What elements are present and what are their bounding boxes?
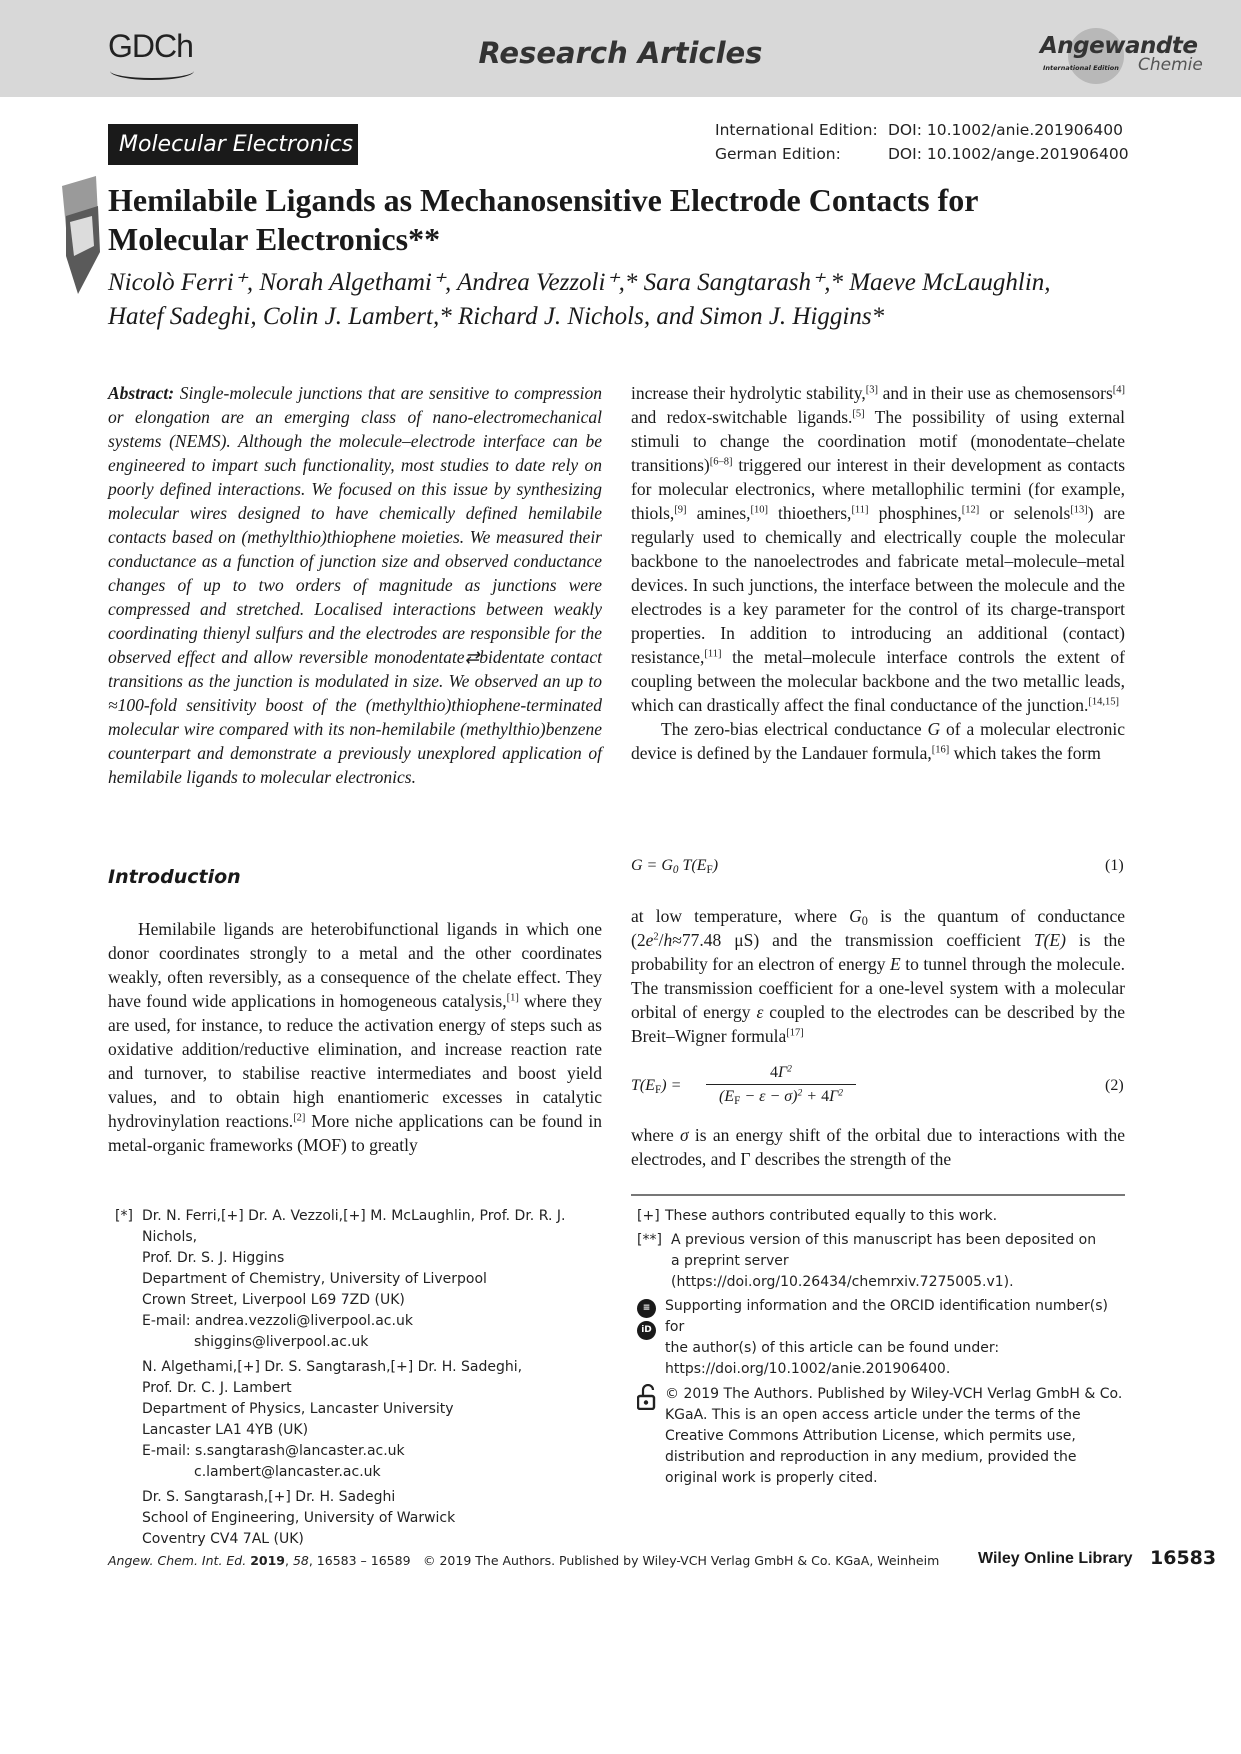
introduction-heading: Introduction bbox=[108, 866, 241, 888]
section-title: Research Articles bbox=[478, 36, 763, 70]
wiley-online-library-link[interactable]: Wiley Online Library bbox=[978, 1550, 1133, 1567]
body-text: is the quantum of conductance (2 bbox=[631, 906, 1125, 950]
citation-ref[interactable]: [1] bbox=[506, 992, 519, 1004]
citation-ref[interactable]: [11] bbox=[704, 648, 722, 660]
citation-ref[interactable]: [17] bbox=[786, 1027, 804, 1039]
body-text: where bbox=[631, 1125, 681, 1145]
note-text: A previous version of this manuscript has been deposited on bbox=[671, 1232, 1097, 1248]
body-text: coupled to the electrodes can be described by the Breit–Wigner formula bbox=[631, 1002, 1125, 1046]
equation-2-lhs: $T(E_F)$ = bbox=[631, 1077, 682, 1096]
body-text: phosphines, bbox=[868, 503, 962, 523]
math-symbol: G bbox=[849, 906, 862, 926]
title-line-2: Molecular Electronics** bbox=[108, 221, 441, 257]
equation-1-number: (1) bbox=[1105, 857, 1124, 874]
citation-ref[interactable]: [6–8] bbox=[709, 456, 733, 468]
orcid-icon: iD bbox=[637, 1318, 656, 1340]
affiliation-line: Crown Street, Liverpool L69 7ZD (UK) bbox=[142, 1292, 405, 1308]
author-list bbox=[108, 266, 1148, 334]
equation-1: $G = G_0$ $T(E_F)$ bbox=[631, 857, 719, 876]
affiliation-liverpool bbox=[115, 1206, 615, 1353]
body-text: ≈77.48 μS) and the transmission coefficient bbox=[672, 930, 1034, 950]
doi-german-label: German Edition: bbox=[715, 145, 841, 163]
doi-intl-link[interactable]: DOI: 10.1002/anie.201906400 bbox=[888, 121, 1124, 139]
math-symbol: E bbox=[890, 954, 901, 974]
math-symbol: T(E) bbox=[1033, 930, 1066, 950]
citation-ref[interactable]: [16] bbox=[931, 744, 950, 756]
journal-logo-edition: International Edition bbox=[1043, 64, 1119, 72]
category-label: Molecular Electronics bbox=[108, 124, 358, 165]
body-text: ) are regularly used to chemically and electrically couple the molecular backbone to the nanoelectrodes and fabricate metal–molecule–metal devices. In such junctions, the interface between the molecule and the electrodes is a key parameter for the control of its charge-transport properties. In addition to introducing an additional (contact) resistance, bbox=[631, 503, 1125, 667]
email-link[interactable]: c.lambert@lancaster.ac.uk bbox=[194, 1464, 381, 1480]
body-text: or selenols bbox=[979, 503, 1071, 523]
note-license bbox=[637, 1384, 1127, 1489]
body-text: increase their hydrolytic stability, bbox=[631, 383, 866, 403]
body-text: which takes the form bbox=[949, 743, 1101, 763]
authors-line-2: Hatef Sadeghi, Colin J. Lambert,* Richard J. Nichols, and Simon J. Higgins* bbox=[108, 303, 885, 330]
note-text: Supporting information and the ORCID identification number(s) for bbox=[665, 1298, 1108, 1335]
authors-line-1: Nicolò Ferri⁺, Norah Algethami⁺, Andrea Vezzoli⁺,* Sara Sangtarash⁺,* Maeve McLaughlin, bbox=[108, 269, 1051, 296]
intro-text: Hemilabile ligands are heterobifunctional ligands in which one donor coordinates strongly to a metal and the other coordinates weakly, often reversibly, as a consequence of the chelate effect. They have found wide applications in homogeneous catalysis, bbox=[108, 919, 602, 1011]
body-text: is an energy shift of the orbital due to interactions with the electrodes, and Γ describes the strength of the bbox=[631, 1125, 1125, 1169]
body-text: / bbox=[658, 930, 664, 950]
intro-text: More niche applications can be found in metal-organic frameworks (MOF) to greatly bbox=[108, 1111, 602, 1155]
footer-pages: , 16583 – 16589 bbox=[308, 1553, 411, 1568]
right-column-continued: at low temperature, where $G_0$ is the quantum of conductance ($2e^2/h\approx 77.48$ μS) and the transmission coefficient T(E) is the probability for an electron of energy E to tunnel through the molecule. The transmission coefficient for a one-level system with a molecular orbital of energy ε coupled to the electrodes can be described by the Breit–Wigner formula[17] bbox=[631, 906, 1125, 1046]
email-link[interactable]: E-mail: andrea.vezzoli@liverpool.ac.uk bbox=[142, 1313, 413, 1329]
supporting-info-icon: ≡ bbox=[637, 1296, 656, 1318]
footer-copyright: © 2019 The Authors. Published by Wiley-VCH Verlag GmbH & Co. KGaA, Weinheim bbox=[423, 1553, 940, 1568]
affiliation-line: Dr. S. Sangtarash,[+] Dr. H. Sadeghi bbox=[142, 1489, 396, 1505]
math-symbol: σ bbox=[680, 1125, 689, 1145]
email-link[interactable]: shiggins@liverpool.ac.uk bbox=[194, 1334, 369, 1350]
hot-paper-seal-icon bbox=[58, 176, 102, 294]
math-symbol: ε bbox=[756, 1002, 764, 1022]
body-text: is the probability for an electron of energy bbox=[631, 930, 1125, 974]
footnote-mark: [**] bbox=[637, 1232, 662, 1248]
body-text: thioethers, bbox=[768, 503, 852, 523]
citation-ref[interactable]: [2] bbox=[293, 1112, 306, 1124]
introduction-text bbox=[108, 917, 602, 1157]
affiliation-line: Department of Chemistry, University of Liverpool bbox=[142, 1271, 487, 1287]
body-text: triggered our interest in their development as contacts for molecular electronics, where metallophilic termini (for example, thiols, bbox=[631, 455, 1125, 523]
body-text: The possibility of using external stimuli to change the coordination motif (monodentate–chelate transitions) bbox=[631, 407, 1126, 475]
footer-volume: 58 bbox=[292, 1553, 309, 1568]
title-line-1: Hemilabile Ligands as Mechanosensitive Electrode Contacts for bbox=[108, 182, 979, 218]
footnote-rule bbox=[631, 1194, 1125, 1196]
affiliation-line: Lancaster LA1 4YB (UK) bbox=[142, 1422, 309, 1438]
preprint-link[interactable]: a preprint server (https://doi.org/10.26434/chemrxiv.7275005.v1). bbox=[671, 1253, 1014, 1290]
journal-logo-sub: Chemie bbox=[1138, 55, 1203, 75]
affiliations bbox=[115, 1206, 615, 1554]
note-supporting-info bbox=[637, 1296, 1127, 1380]
affiliation-line: Coventry CV4 7AL (UK) bbox=[142, 1531, 304, 1547]
equation-2-fraction: $4\Gamma^2$ $(E_F - \varepsilon - \sigma)^2 + 4\Gamma^2$ bbox=[706, 1064, 856, 1106]
note-text: the author(s) of this article can be found under: bbox=[665, 1340, 1000, 1356]
math-symbol: e bbox=[645, 930, 654, 950]
body-text: The zero-bias electrical conductance bbox=[661, 719, 928, 739]
citation-ref[interactable]: [14,15] bbox=[1088, 696, 1120, 708]
citation-ref[interactable]: [13] bbox=[1070, 504, 1088, 516]
notes bbox=[637, 1206, 1127, 1492]
citation-ref[interactable]: [5] bbox=[852, 408, 865, 420]
body-text: at low temperature, where bbox=[631, 906, 850, 926]
affiliation-line: Prof. Dr. S. J. Higgins bbox=[142, 1250, 285, 1266]
abstract-label: Abstract: bbox=[108, 383, 175, 403]
note-text: These authors contributed equally to this work. bbox=[665, 1208, 998, 1224]
citation-ref[interactable]: [9] bbox=[674, 504, 687, 516]
doi-intl-label: International Edition: bbox=[715, 121, 878, 139]
citation-ref[interactable]: [3] bbox=[865, 384, 879, 396]
journal-logo: Angewandte bbox=[1040, 33, 1198, 59]
citation-ref[interactable]: [11] bbox=[851, 504, 869, 516]
citation-ref[interactable]: [12] bbox=[961, 504, 980, 516]
affiliation-line: Department of Physics, Lancaster University bbox=[142, 1401, 454, 1417]
abstract-text: Single-molecule junctions that are sensitive to compression or elongation are an emerging class of nano-electromechanical systems (NEMS). Although the molecule–electrode interface can be engineered to impart such functionality, most studies to date rely on poorly defined interactions. We focused on this issue by synthesizing molecular wires designed to have chemically defined hemilabile contacts based on (methylthio)thiophene moieties. We measured their conductance as a function of junction size and observed conductance changes of up to two orders of magnitude as junctions were compressed and stretched. Localised interactions between weakly coordinating thienyl sulfurs and the electrodes are responsible for the observed effect and allow reversible monodentate⇄bidentate contact transitions as the junction is modulated in size. We observed an up to ≈100-fold sensitivity boost of the (methylthio)thiophene-terminated molecular wire compared with its non-hemilabile (methylthio)benzene counterpart and demonstrate a previously unexplored application of hemilabile ligands to molecular electronics. bbox=[108, 383, 602, 787]
affiliation-line: N. Algethami,[+] Dr. S. Sangtarash,[+] Dr. H. Sadeghi, bbox=[142, 1359, 523, 1375]
body-text: and redox-switchable ligands. bbox=[631, 407, 853, 427]
affiliation-line: School of Engineering, University of Warwick bbox=[142, 1510, 456, 1526]
footer-year: 2019 bbox=[250, 1553, 285, 1568]
math-symbol: G bbox=[927, 719, 941, 739]
equation-2-number: (2) bbox=[1105, 1077, 1124, 1094]
math-symbol: h bbox=[663, 930, 673, 950]
footnote-mark: [+] bbox=[637, 1208, 660, 1224]
body-text: and in their use as chemosensors bbox=[878, 383, 1113, 403]
affiliation-line: Dr. N. Ferri,[+] Dr. A. Vezzoli,[+] M. McLaughlin, Prof. Dr. R. J. Nichols, bbox=[142, 1208, 566, 1245]
supporting-info-link[interactable]: https://doi.org/10.1002/anie.201906400. bbox=[665, 1361, 951, 1377]
right-column bbox=[631, 381, 1125, 765]
footnote-mark: [*] bbox=[115, 1208, 133, 1224]
intro-text: where they are used, for instance, to reduce the activation energy of steps such as oxidative addition/reductive elimination, and increase reaction rate and turnover, to stabilise reactive intermediates and boost yield values, and to obtain high enantiomeric excesses in catalytic hydrovinylation reactions. bbox=[108, 991, 602, 1131]
body-text: amines, bbox=[686, 503, 751, 523]
abstract bbox=[108, 381, 602, 789]
open-access-icon bbox=[637, 1384, 657, 1417]
citation-ref[interactable]: [4] bbox=[1112, 384, 1126, 396]
footer-citation: Angew. Chem. Int. Ed. 2019, 58, 16583 – 16589 bbox=[108, 1553, 411, 1568]
body-text: to tunnel through the molecule. The transmission coefficient for a one-level system with a molecular orbital of energy bbox=[631, 954, 1125, 1022]
note-preprint bbox=[637, 1230, 1127, 1293]
body-text: the metal–molecule interface controls the extent of coupling between the molecular backbone and the two metallic leads, which can drastically affect the final conductance of the junction. bbox=[631, 647, 1125, 715]
affiliation-line: Prof. Dr. C. J. Lambert bbox=[142, 1380, 292, 1396]
doi-german-link[interactable]: DOI: 10.1002/ange.201906400 bbox=[888, 145, 1129, 163]
email-link[interactable]: E-mail: s.sangtarash@lancaster.ac.uk bbox=[142, 1443, 405, 1459]
body-text: of a molecular electronic device is defined by the Landauer formula, bbox=[631, 719, 1125, 763]
right-column-end bbox=[631, 1123, 1125, 1171]
license-text: © 2019 The Authors. Published by Wiley-VCH Verlag GmbH & Co. KGaA. This is an open access article under the terms of the Creative Commons Attribution License, which permits use, distribution and reproduction in any medium, provided the original work is properly cited. bbox=[665, 1386, 1123, 1486]
article-title bbox=[108, 181, 1128, 259]
page-number: 16583 bbox=[1150, 1547, 1217, 1569]
affiliation-warwick bbox=[115, 1487, 615, 1550]
affiliation-lancaster bbox=[115, 1357, 615, 1483]
citation-ref[interactable]: [10] bbox=[750, 504, 769, 516]
note-equal-contribution bbox=[637, 1206, 1127, 1227]
footer-journal: Angew. Chem. Int. Ed. bbox=[108, 1553, 247, 1568]
gdch-logo: GDCh bbox=[108, 28, 193, 64]
